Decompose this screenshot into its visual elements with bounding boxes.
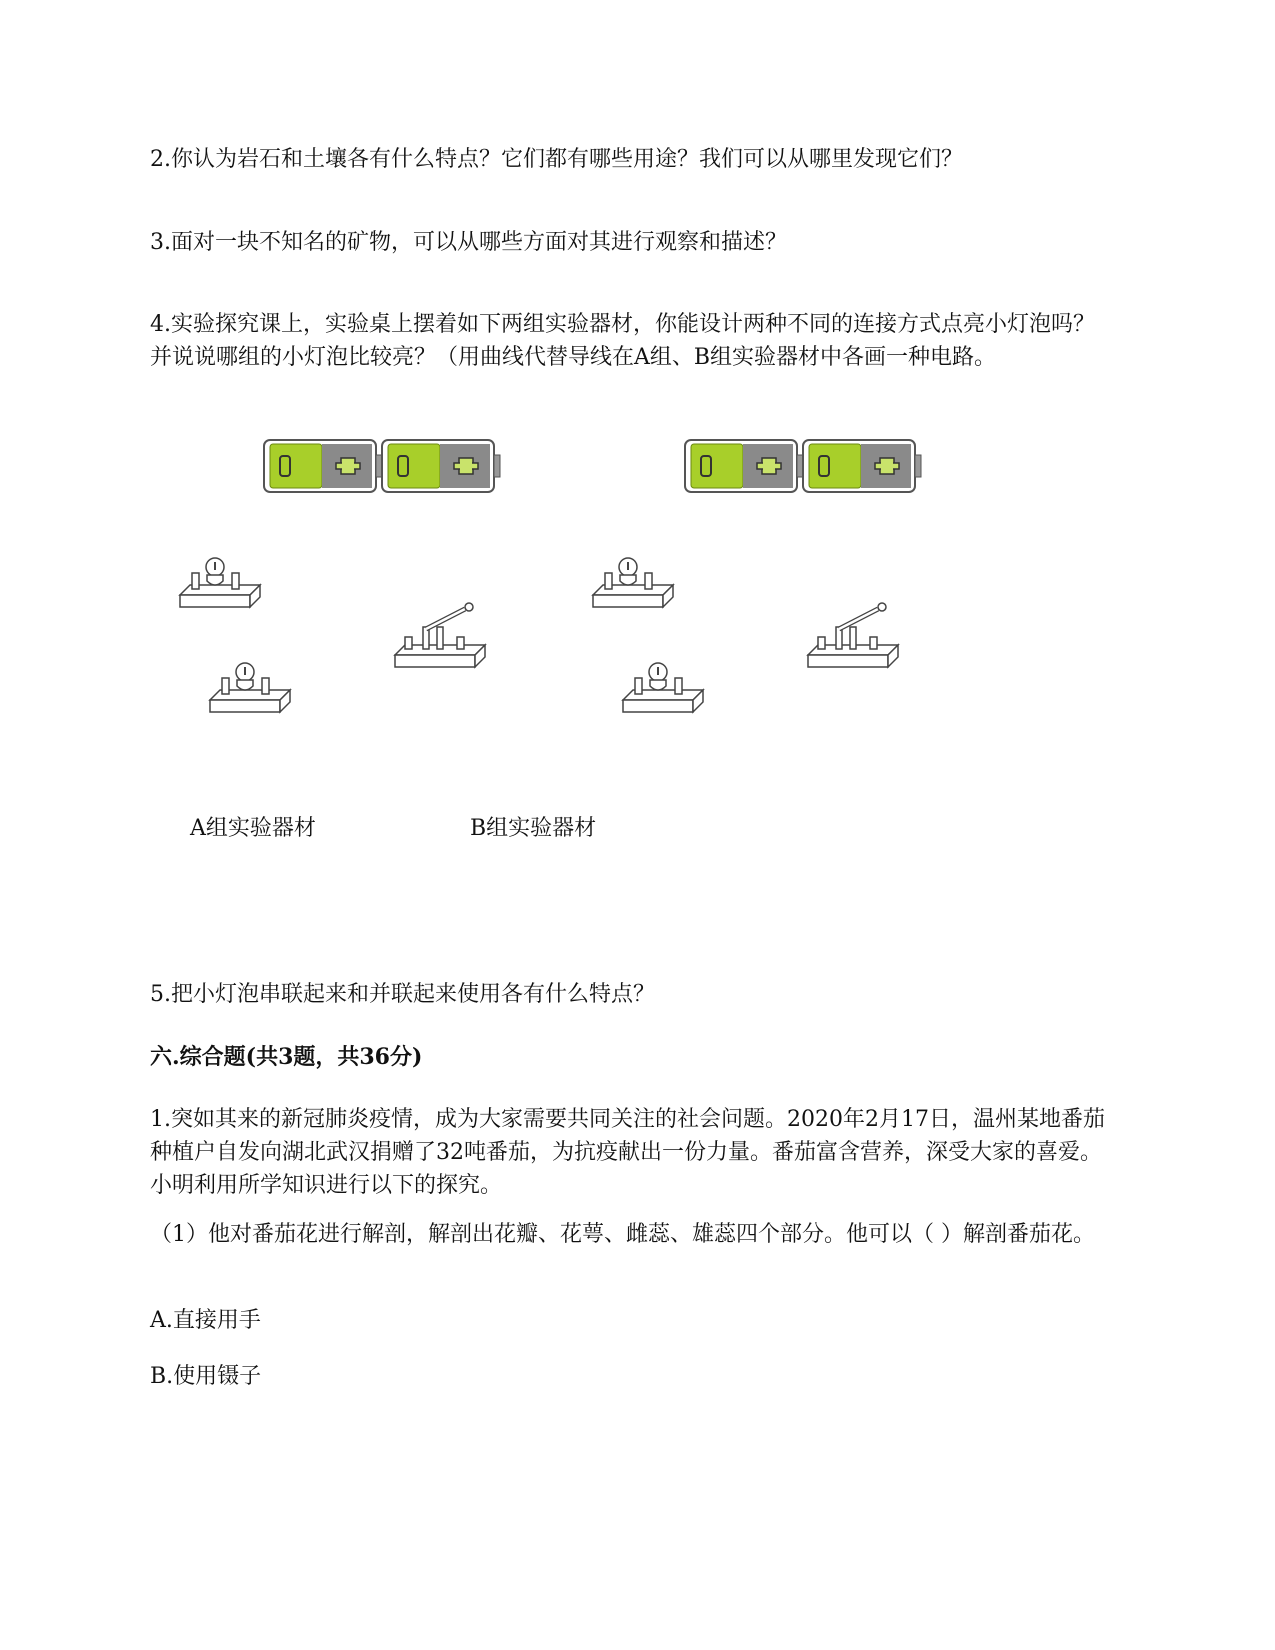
battery-icon: [264, 440, 382, 492]
question-3: 3.面对一块不知名的矿物，可以从哪些方面对其进行观察和描述？: [150, 230, 787, 255]
battery-icon: [382, 440, 500, 492]
caption-group-a: A组实验器材: [190, 816, 316, 841]
question-4: 4.实验探究课上，实验桌上摆着如下两组实验器材，你能设计两种不同的连接方式点亮小灯泡吗？并说说哪组的小灯泡比较亮？（用曲线代替导线在A组、B组实验器材中各画一种电路。: [150, 312, 1095, 370]
section-heading: 六.综合题(共3题，共36分): [150, 1044, 423, 1070]
bulb-holder-icon: [210, 663, 290, 712]
knife-switch-icon: [808, 603, 898, 667]
battery-group-a: [262, 438, 512, 498]
question-5: 5.把小灯泡串联起来和并联起来使用各有什么特点？: [150, 982, 655, 1007]
battery-icon: [685, 440, 803, 492]
bulb-holder-icon: [180, 558, 260, 607]
option-a: A.直接用手: [150, 1308, 261, 1333]
question-2: 2.你认为岩石和土壤各有什么特点？它们都有哪些用途？我们可以从哪里发现它们？: [150, 147, 963, 172]
sub-question-1: （1）他对番茄花进行解剖，解剖出花瓣、花萼、雌蕊、雄蕊四个部分。他可以（ ）解剖番茄花。: [150, 1222, 1095, 1247]
bulb-holder-icon: [593, 558, 673, 607]
caption-group-b: B组实验器材: [470, 816, 597, 841]
battery-icon: [803, 440, 921, 492]
battery-group-b: [683, 438, 933, 498]
bulb-holder-icon: [623, 663, 703, 712]
option-b: B.使用镊子: [150, 1364, 262, 1389]
circuit-components: [170, 555, 930, 735]
comprehensive-question-1: 1.突如其来的新冠肺炎疫情，成为大家需要共同关注的社会问题。2020年2月17日，温州某地番茄种植户自发向湖北武汉捐赠了32吨番茄，为抗疫献出一份力量。番茄富含营养，深受大家的喜爱。小明利用所学知识进行以下的探究。: [150, 1107, 1105, 1198]
knife-switch-icon: [395, 603, 485, 667]
